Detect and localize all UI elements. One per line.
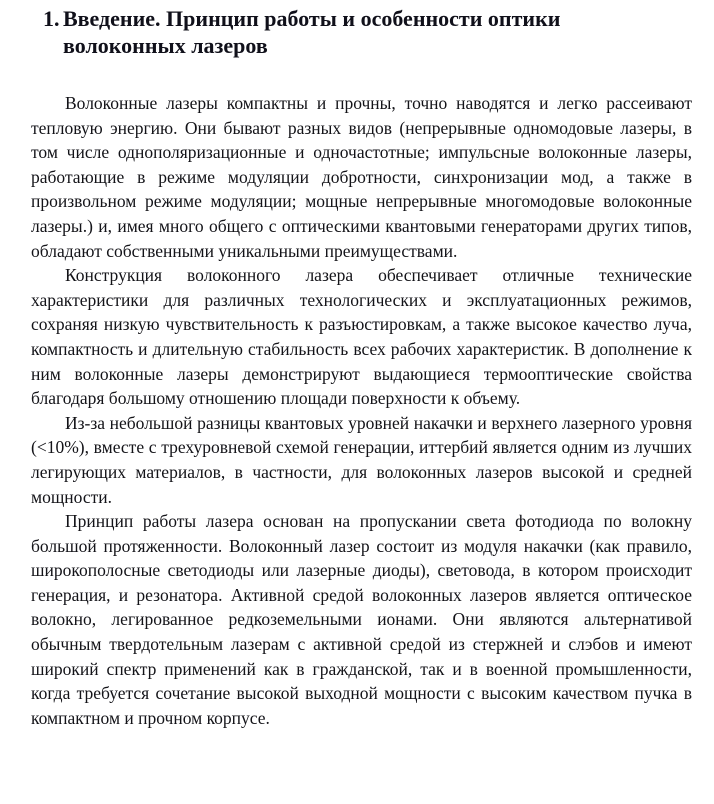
paragraph-intro-advantages: Волоконные лазеры компактны и прочны, точно наводятся и легко рассеивают тепловую энергию. Они бывают разных видов (непрерывные одномодовые лазеры, в том числе однополяризационные и одночастотные; импульсные волоконные лазеры, работающие в режиме модуляции добротности, синхронизации мод, а также в произвольном режиме модуляции; мощные непрерывные многомодовые волоконные лазеры.) и, имея много общего с оптическими квантовыми генераторами других типов, обладают собственными уникальными преимуществами.	[31, 93, 692, 261]
paragraph-design-characteristics: Конструкция волоконного лазера обеспечивает отличные технические характеристики для различных технологических и эксплуатационных режимов, сохраняя низкую чувствительность к разъюстировкам, а также высокое качество луча, компактность и длительную стабильность всех рабочих характеристик. В дополнение к ним волоконные лазеры демонстрируют выдающиеся термооптические свойства благодаря большому отношению площади поверхности к объему.	[31, 265, 692, 409]
paragraph-ytterbium-levels: Из-за небольшой разницы квантовых уровней накачки и верхнего лазерного уровня (<10%), вместе с трехуровневой схемой генерации, иттербий является одним из лучших легирующих материалов, в частности, для волоконных лазеров высокой и средней мощности.	[31, 412, 692, 507]
section-title-line1: Введение. Принцип работы и особенности оптики	[63, 6, 561, 31]
section-title	[63, 5, 692, 59]
section-heading	[43, 5, 692, 59]
section-title-line2: волоконных лазеров	[63, 33, 268, 58]
section-number: 1.	[43, 6, 60, 31]
paragraph-operating-principle: Принцип работы лазера основан на пропускании света фотодиода по волокну большой протяженности. Волоконный лазер состоит из модуля накачки (как правило, широкополосные светодиоды или лазерные диоды), световода, в котором происходит генерация, и резонатора. Активной средой волоконных лазеров является оптическое волокно, легированное редкоземельными ионами. Они являются альтернативой обычным твердотельным лазерам с активной средой из стержней и слэбов и имеют широкий спектр применений как в гражданской, так и в военной промышленности, когда требуется сочетание высокой выходной мощности с высоким качеством пучка в компактном и прочном корпусе.	[31, 511, 692, 728]
document-body	[31, 91, 692, 730]
